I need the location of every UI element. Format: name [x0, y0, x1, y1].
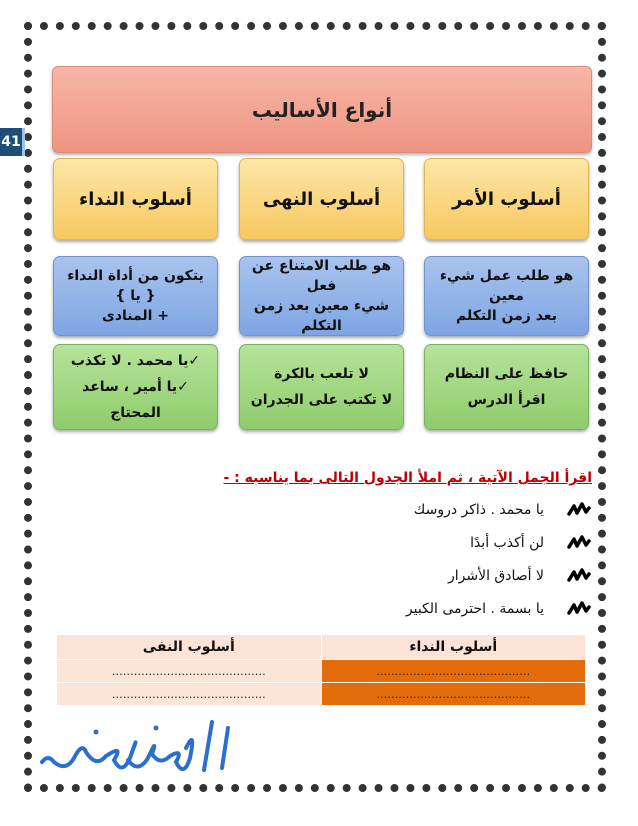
answer-table [56, 634, 586, 706]
definition-nahy-line2: شيء معين بعد زمن التكلم [253, 298, 390, 334]
examples-nahy [239, 344, 404, 430]
author-signature [36, 708, 246, 788]
definition-nida [53, 256, 218, 336]
definition-nida-line1: يتكون من أداة النداء { يا } [67, 268, 204, 304]
example-nida-2: ✓يا أمير ، ساعد المحتاج [82, 379, 189, 421]
heading-amr [424, 158, 589, 240]
sentence-item [406, 599, 592, 619]
heading-amr-label: أسلوب الأمر [452, 188, 561, 210]
definition-amr-line1: هو طلب عمل شيء معين [439, 268, 574, 304]
sentence-item [448, 566, 592, 586]
sentence-text: لن أكذب أبدًا [470, 535, 544, 551]
definition-nahy-line1: هو طلب الامتناع عن فعل [251, 258, 392, 294]
table-header: أسلوب النداء [321, 635, 586, 660]
definition-nahy [239, 256, 404, 336]
answer-cell[interactable]: …………………………………… [57, 683, 322, 706]
example-nida-1: ✓يا محمد . لا تكذب [70, 353, 201, 369]
example-nahy-2: لا تكتب على الجدران [250, 392, 393, 408]
page-title: أنواع الأساليب [251, 97, 393, 122]
check-mark-icon [566, 599, 592, 619]
page-number: 41 [0, 128, 25, 156]
answer-cell[interactable]: …………………………………… [321, 660, 586, 683]
check-mark-icon [566, 500, 592, 520]
heading-nida [53, 158, 218, 240]
table-row [57, 660, 586, 683]
table-header-row [57, 635, 586, 660]
check-mark-icon [566, 566, 592, 586]
example-nahy-1: لا تلعب بالكرة [274, 366, 369, 382]
examples-nida [53, 344, 218, 430]
examples-amr [424, 344, 589, 430]
sentence-item [470, 533, 592, 553]
table-header: أسلوب النفى [57, 635, 322, 660]
sentence-text: يا بسمة . احترمى الكبير [405, 601, 544, 617]
sentence-item [414, 500, 592, 520]
definition-amr [424, 256, 589, 336]
sentence-text: لا أصادق الأشرار [447, 568, 544, 584]
answer-cell[interactable]: …………………………………… [57, 660, 322, 683]
table-row [57, 683, 586, 706]
example-amr-2: اقرأ الدرس [467, 392, 546, 408]
check-mark-icon [566, 533, 592, 553]
heading-nahy [239, 158, 404, 240]
heading-nahy-label: أسلوب النهى [262, 188, 381, 210]
title-box [52, 66, 592, 153]
instruction: اقرأ الجمل الآتية ، ثم املأ الجدول التالى بما يناسبه : - [223, 470, 592, 486]
definition-nida-line2: + المنادى [101, 308, 170, 324]
definition-amr-line2: بعد زمن التكلم [456, 308, 557, 324]
sentence-text: يا محمد . ذاكر دروسك [413, 502, 544, 518]
example-amr-1: حافظ على النظام [444, 366, 569, 382]
answer-cell[interactable]: …………………………………… [321, 683, 586, 706]
heading-nida-label: أسلوب النداء [79, 188, 192, 210]
